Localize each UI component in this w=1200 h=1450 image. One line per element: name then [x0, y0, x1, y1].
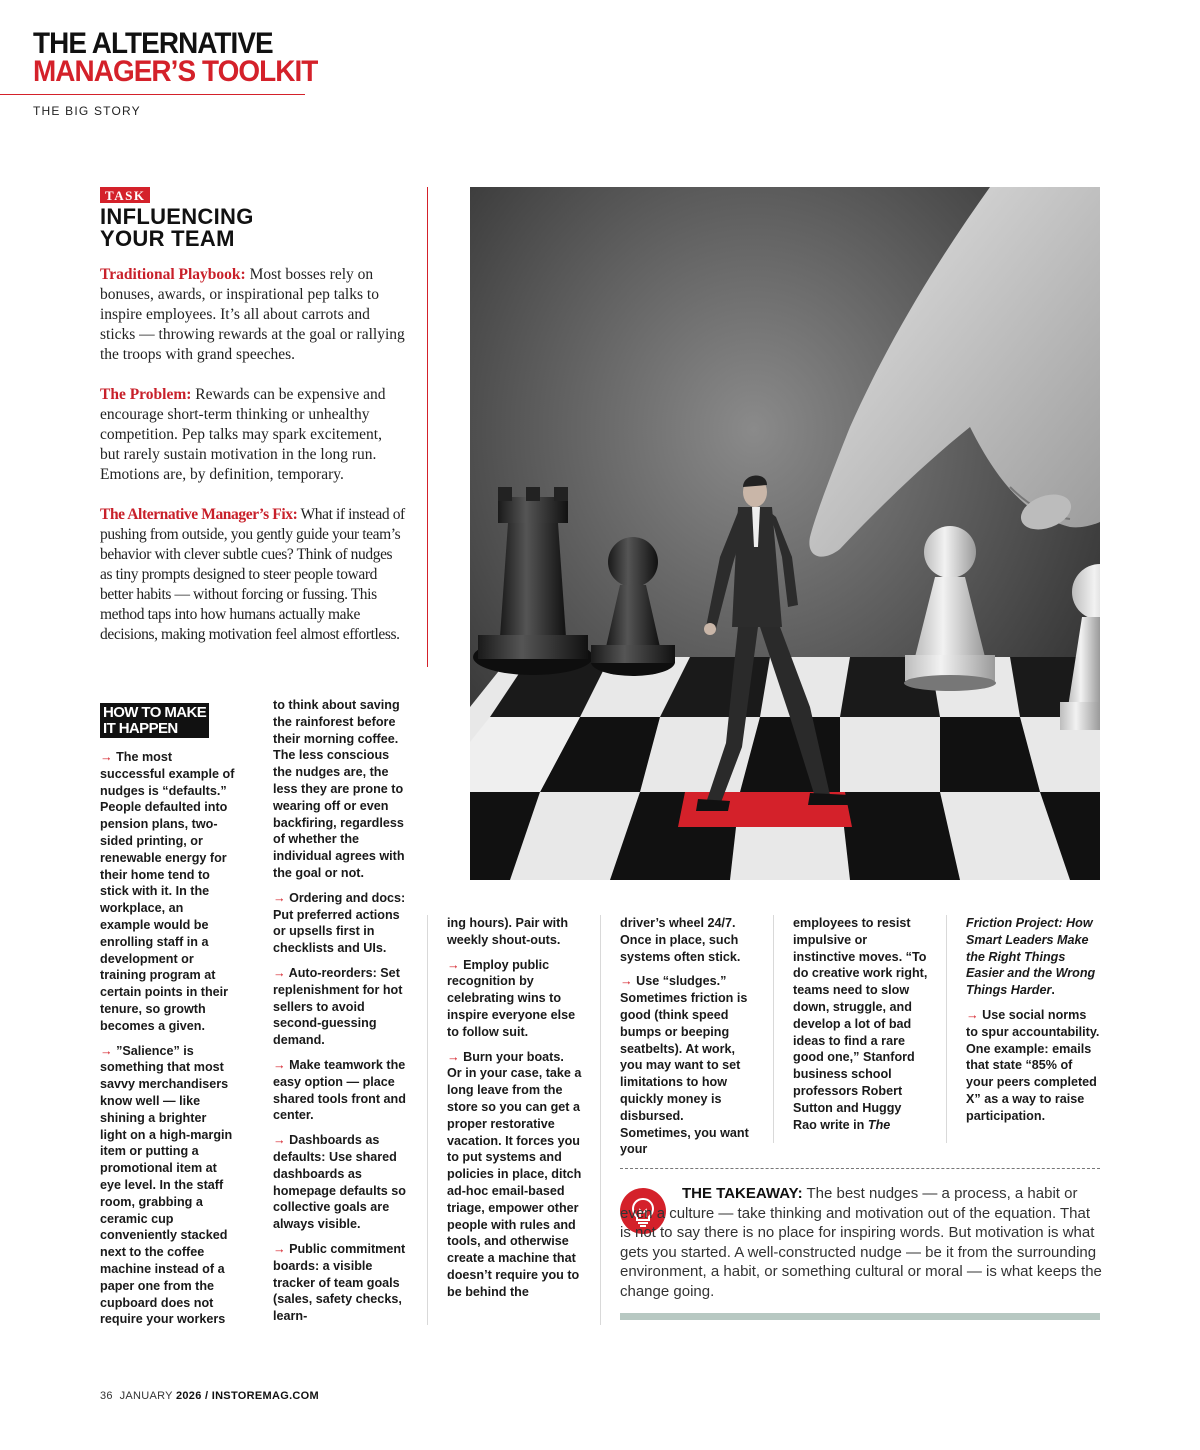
task-title [100, 206, 254, 250]
title-line-1: THE ALTERNATIVE [33, 27, 273, 60]
title-line-2: MANAGER’S TOOLKIT [33, 55, 318, 88]
tip-text: ”Salience” is something that most savvy merchandisers know well — like shining a brighter light on a high-margin item or putting a promotional item at eye level. In the staff room, grabbing a ceramic cup conveniently stacked next to the coffee machine instead of a paper one from the cupboard does not require your workers [100, 1043, 233, 1327]
tip-continued: ing hours). Pair with weekly shout-outs. [447, 916, 569, 947]
paragraph-lead: Traditional Playbook: [100, 266, 246, 283]
intro-paragraph-fix [100, 505, 405, 645]
dotted-divider [620, 1168, 1100, 1169]
tip-text: Public commitment boards: a visible tracker of team goals (sales, safety checks, learn- [273, 1241, 406, 1324]
chess-illustration [470, 187, 1100, 880]
tip-text: employees to resist impulsive or instinctive moves. “To do creative work right, teams need to slow down, struggle, and develop a lot of bad ideas to find a rare good one,” Stanford business school professors Robert Sutton and Huggy Rao write in [793, 916, 928, 1132]
arrow-icon: → [273, 1241, 286, 1256]
paragraph-text: Most bosses rely on bonuses, awards, or inspirational pep talks to inspire employees. It’s all about carrots and sticks — throwing rewards at the goal or rallying the troops with grand speeches. [100, 266, 405, 363]
arrow-icon: → [273, 1133, 286, 1148]
paragraph-lead: The Problem: [100, 386, 192, 403]
chess-illustration-svg [470, 187, 1100, 880]
arrow-icon: → [100, 750, 113, 764]
how-to-badge-line-2: IT HAPPEN [103, 720, 178, 737]
footer-site: 2026 / INSTOREMAG.COM [175, 1390, 319, 1402]
arrow-icon: → [620, 974, 633, 989]
intro-paragraph-playbook [100, 265, 405, 365]
task-badge: TASK [100, 187, 150, 203]
tip-text: Ordering and docs: Put preferred actions or upsells first in checklists and UIs. [273, 890, 406, 956]
arrow-icon: → [273, 1057, 286, 1072]
header-rule [0, 94, 305, 95]
column-divider [773, 915, 774, 1143]
tip-defaults [100, 749, 235, 1035]
tip-text: Auto-reorders: Set replenishment for hot sellers to avoid second-guessing demand. [273, 965, 403, 1048]
section-label: THE BIG STORY [33, 104, 141, 118]
intro-paragraph-problem [100, 385, 405, 485]
text-column-3 [447, 915, 582, 1309]
tip-continued: driver’s wheel 24/7. Once in place, such systems often stick. [620, 916, 741, 964]
column-divider [427, 915, 428, 1325]
book-title: Friction Project: How Smart Leaders Make the Right Things Easier and the Wrong Things Harder [966, 916, 1096, 998]
tip-teamwork [273, 1057, 408, 1124]
page-number: 36 [100, 1390, 113, 1402]
tip-social-norms [966, 1007, 1101, 1125]
arrow-icon: → [100, 1043, 113, 1058]
magazine-title [33, 27, 318, 88]
tip-text: Employ public recognition by celebrating wins to inspire everyone else to follow suit. [447, 957, 576, 1039]
column-divider [946, 915, 947, 1143]
vertical-divider [427, 187, 428, 667]
tip-recognition [447, 957, 582, 1041]
arrow-icon: → [273, 890, 286, 905]
footer-month: JANUARY [119, 1390, 173, 1402]
tip-text: . [1051, 983, 1055, 998]
tip-text: The most successful example of nudges is “defaults.” People defaulted into pension plans, two-sided printing, or renewable energy for their home tend to stick with it. In the workplace, an example would be enrolling staff in a development or training program at certain points in their tenure, so growth becomes a given. [100, 750, 235, 1033]
text-column-4 [620, 915, 755, 1166]
text-column-5 [793, 915, 928, 1141]
tip-text: Burn your boats. Or in your case, take a long leave from the store so you can get a proper restorative vacation. It forces you to put systems and policies in place, ditch ad-hoc email-based triage, empower other people with rules and tools, and otherwise create a machine that doesn’t require you to be behind the [447, 1049, 582, 1299]
column-divider [600, 915, 601, 1325]
tip-auto-reorders [273, 965, 408, 1049]
task-title-line-1: INFLUENCING [100, 204, 254, 229]
text-column-2 [273, 697, 408, 1333]
tip-continued: to think about saving the rainforest before their morning coffee. The less conscious the nudges are, the less they are prone to wearing off or even backfiring, regardless of whether the individual agrees with the goal or not. [273, 698, 405, 880]
paragraph-lead: The Alternative Manager’s Fix: [100, 506, 298, 523]
tip-dashboards [273, 1132, 408, 1233]
tip-sludges [620, 973, 755, 1158]
tip-text: Make teamwork the easy option — place shared tools front and center. [273, 1057, 406, 1123]
tip-commitment-boards [273, 1241, 408, 1325]
tip-ordering [273, 890, 408, 957]
tip-text: Use social norms to spur accountability. One example: emails that state “85% of your peers completed X” as a way to raise participation. [966, 1007, 1100, 1123]
takeaway-bottom-bar [620, 1313, 1100, 1320]
text-column-6 [966, 915, 1101, 1133]
tip-continued [966, 915, 1101, 999]
arrow-icon: → [447, 957, 460, 972]
tip-salience [100, 1043, 235, 1329]
takeaway-text: The best nudges — a process, a habit or even a culture — take thinking and motivation out of the equation. That is not to say there is no place for inspiring words. But motivation is what gets you started. A well-constructed nudge — be it from the surrounding environment, a habit, or something cultural or moral — is what keeps the change going. [620, 1185, 1102, 1300]
paragraph-text: Rewards can be expensive and encourage short-term thinking or unhealthy competition. Pep talks may spark excitement, but rarely sustain motivation in the long run. Emotions are, by definition, temporary. [100, 386, 386, 483]
how-to-badge-line-1: HOW TO MAKE [103, 704, 207, 721]
takeaway-paragraph [620, 1184, 1102, 1301]
how-to-badge [100, 703, 209, 738]
book-title-start: The [867, 1117, 891, 1132]
arrow-icon: → [273, 965, 286, 980]
paragraph-text: What if instead of pushing from outside, you gently guide your team’s behavior with clever subtle cues? Think of nudges as tiny prompts designed to steer people toward better habits — without forcing or fussing. This method taps into how humans actually make decisions, making motivation feel almost effortless. [100, 506, 405, 643]
tip-text: Dashboards as defaults: Use shared dashboards as homepage defaults so collective goals are always visible. [273, 1133, 406, 1232]
takeaway-lead: THE TAKEAWAY: [682, 1185, 803, 1202]
tip-burn-boats [447, 1049, 582, 1301]
tip-continued [793, 915, 928, 1133]
text-column-1 [100, 749, 235, 1336]
task-title-line-2: YOUR TEAM [100, 226, 235, 251]
arrow-icon: → [966, 1007, 979, 1022]
arrow-icon: → [447, 1049, 460, 1064]
page-footer [100, 1390, 319, 1402]
tip-text: Use “sludges.” Sometimes friction is good (think speed bumps or beeping seatbelts). At work, you may want to set limitations to how quickly money is disbursed. Sometimes, you want your [620, 974, 749, 1157]
